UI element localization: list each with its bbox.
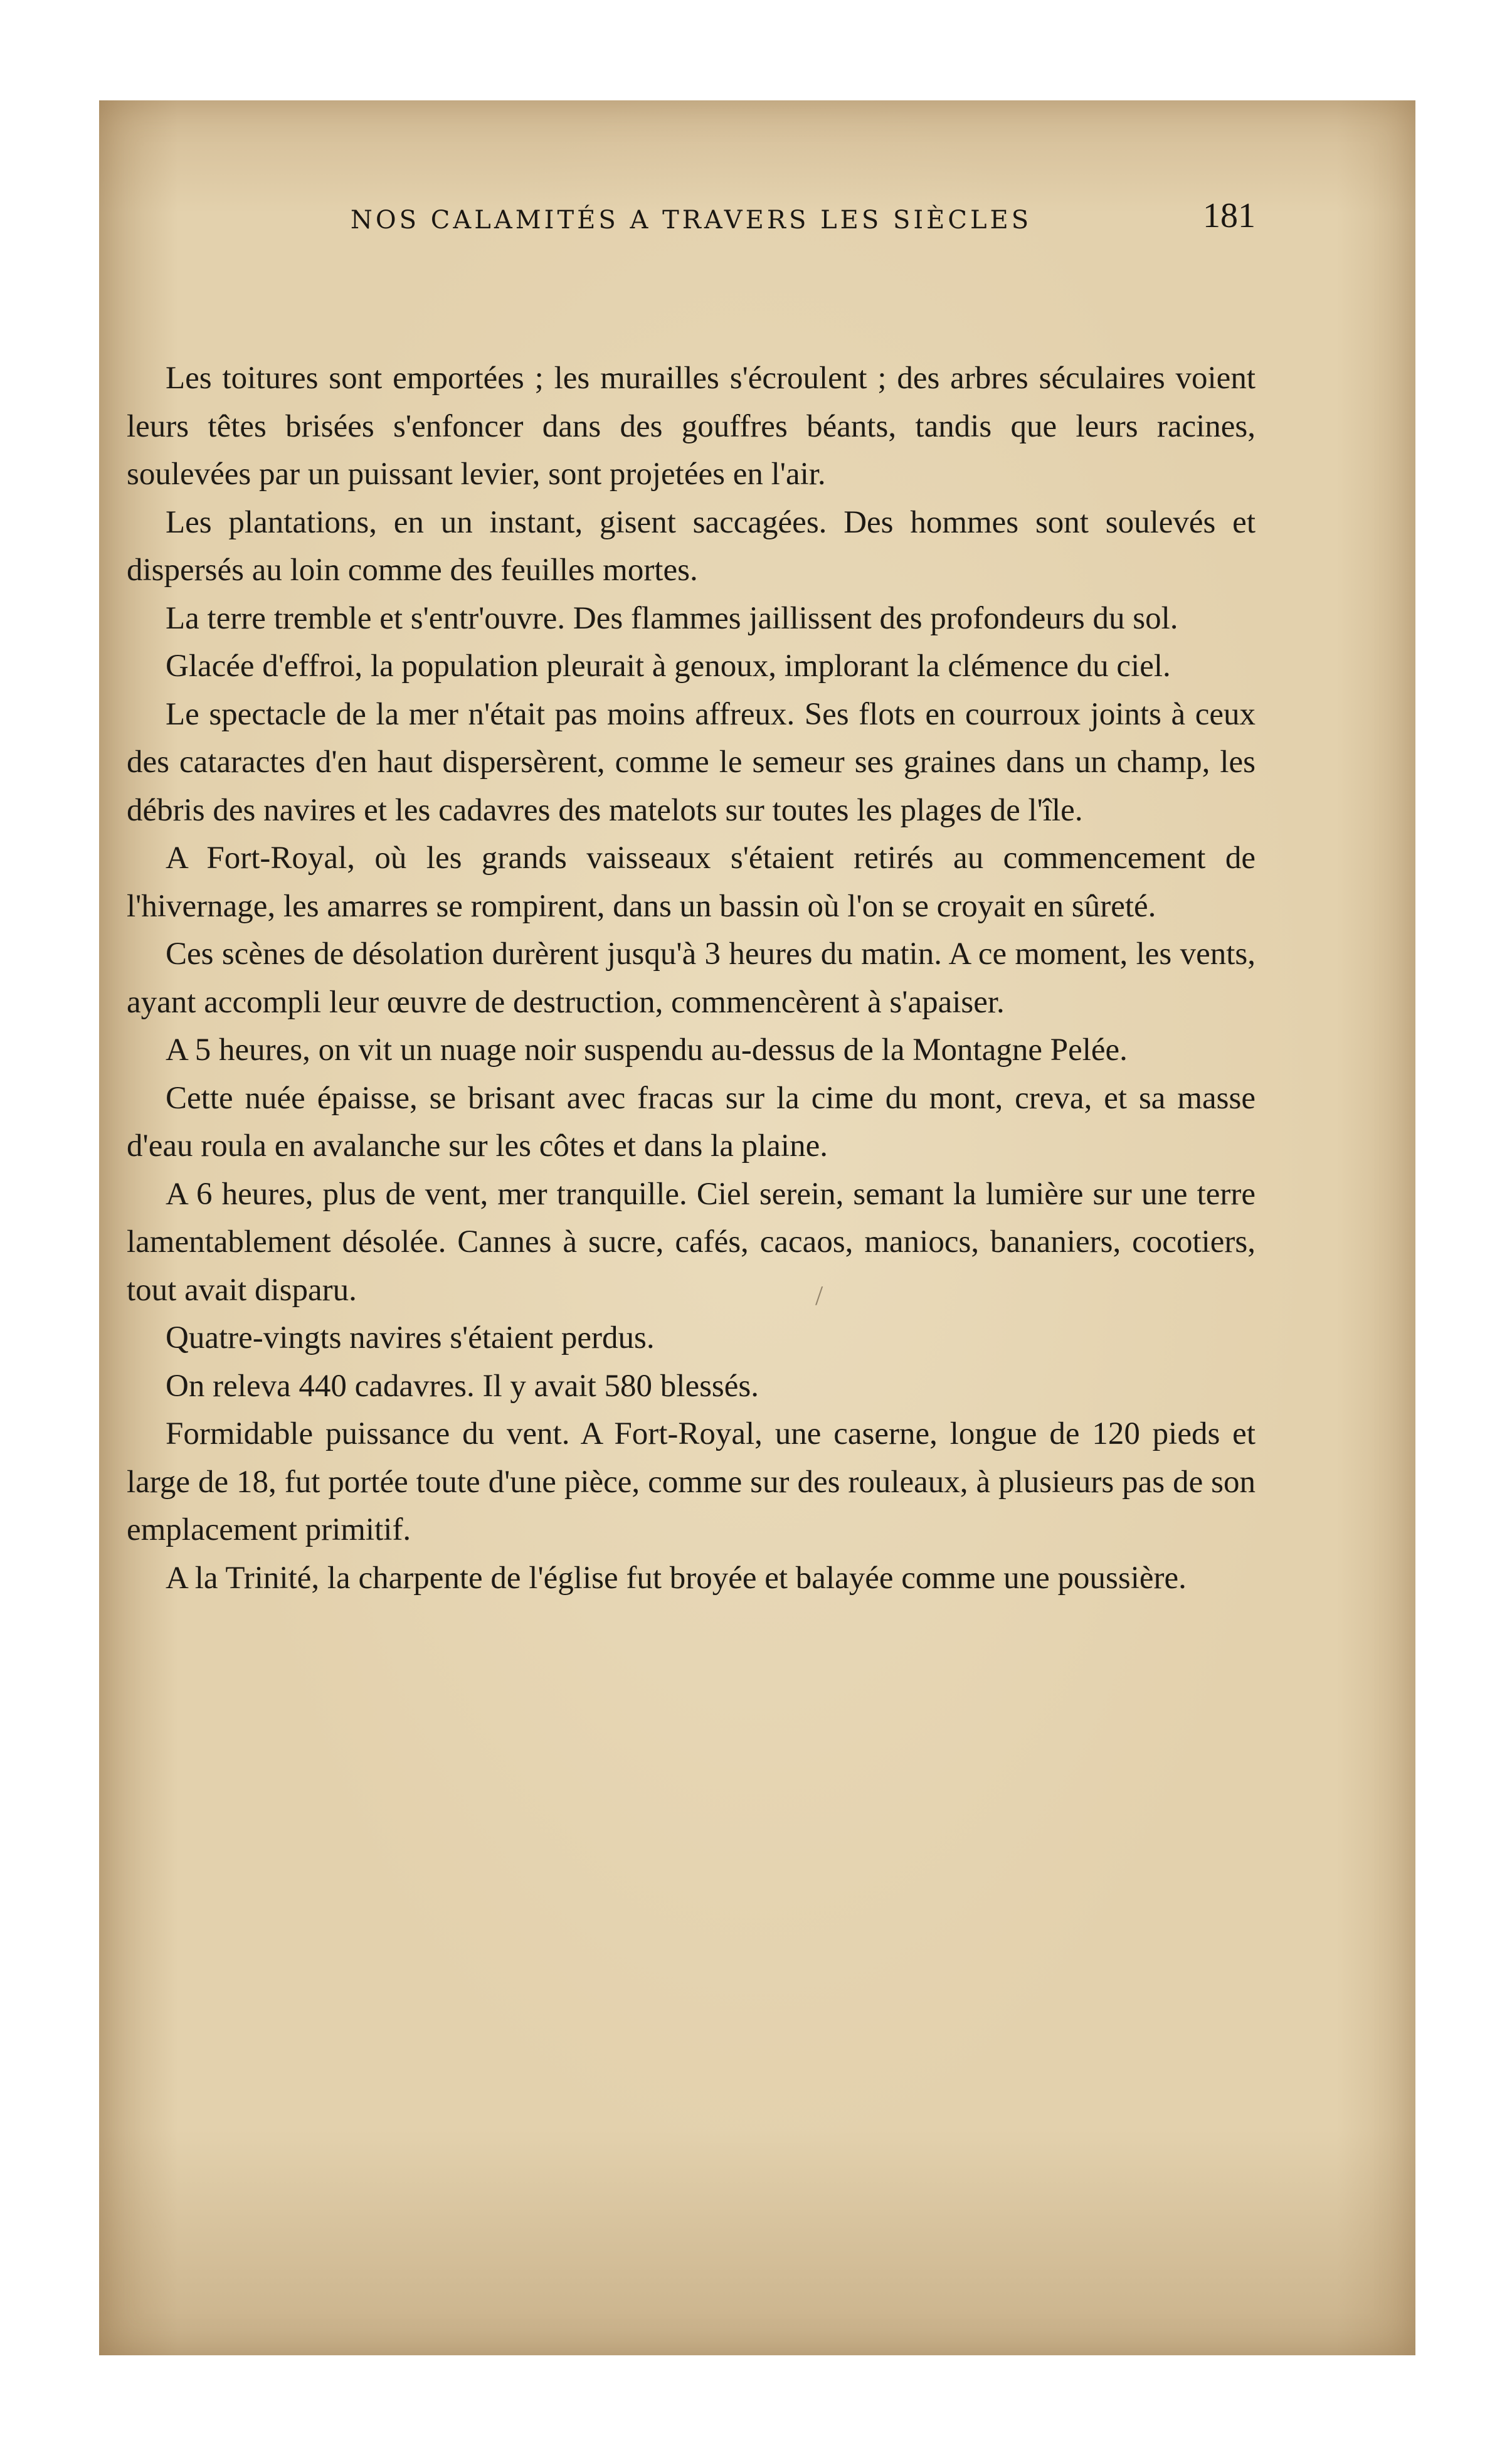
paragraph: Ces scènes de désolation durèrent jusqu'à 3 heures du matin. A ce moment, les vents, ayant accompli leur œuvre de destruction, commencèrent à s'apaiser. [127,936,1256,1020]
paragraph: Le spectacle de la mer n'était pas moins affreux. Ses flots en courroux joints à ceux des cataractes d'en haut dispersèrent, comme le semeur ses graines dans un champ, les débris des navires et les cadavres des matelots sur toutes les plages de l'île. [127,696,1256,828]
page-number: 181 [1203,196,1256,235]
paragraph: Les plantations, en un instant, gisent saccagées. Des hommes sont soulevés et dispersés au loin comme des feuilles mortes. [127,504,1256,588]
paragraph: Formidable puissance du vent. A Fort-Royal, une caserne, longue de 120 pieds et large de 18, fut portée toute d'une pièce, comme sur des rouleaux, à plusieurs pas de son emplacement primitif. [127,1416,1256,1547]
paragraph: Les toitures sont emportées ; les murailles s'écroulent ; des arbres séculaires voient leurs têtes brisées s'enfoncer dans des gouffres béants, tandis que leurs racines, soulevées par un puissant levier, sont projetées en l'air. [127,361,1256,492]
body-text [127,354,1256,1602]
paragraph: On releva 440 cadavres. Il y avait 580 blessés. [166,1368,759,1404]
paragraph: Quatre-vingts navires s'étaient perdus. [166,1320,655,1355]
paragraph: Glacée d'effroi, la population pleurait à genoux, implorant la clémence du ciel. [166,649,1171,684]
running-head: NOS CALAMITÉS A TRAVERS LES SIÈCLES [350,206,1032,235]
stray-mark: / [815,1280,823,1311]
paragraph: A Fort-Royal, où les grands vaisseaux s'étaient retirés au commencement de l'hivernage, les amarres se rompirent, dans un bassin où l'on se croyait en sûreté. [127,841,1256,924]
paragraph: La terre tremble et s'entr'ouvre. Des flammes jaillissent des profondeurs du sol. [166,600,1178,636]
paragraph: Cette nuée épaisse, se brisant avec fracas sur la cime du mont, creva, et sa masse d'eau roula en avalanche sur les côtes et dans la plaine. [127,1080,1256,1164]
paragraph: A 5 heures, on vit un nuage noir suspendu au-dessus de la Montagne Pelée. [166,1032,1128,1068]
paragraph: A la Trinité, la charpente de l'église fut broyée et balayée comme une poussière. [166,1560,1187,1596]
page-header [127,196,1256,246]
paragraph: A 6 heures, plus de vent, mer tranquille. Ciel serein, semant la lumière sur une terre lamentablement désolée. Cannes à sucre, cafés, cacaos, maniocs, bananiers, cocotiers, tout avait disparu. [127,1176,1256,1308]
